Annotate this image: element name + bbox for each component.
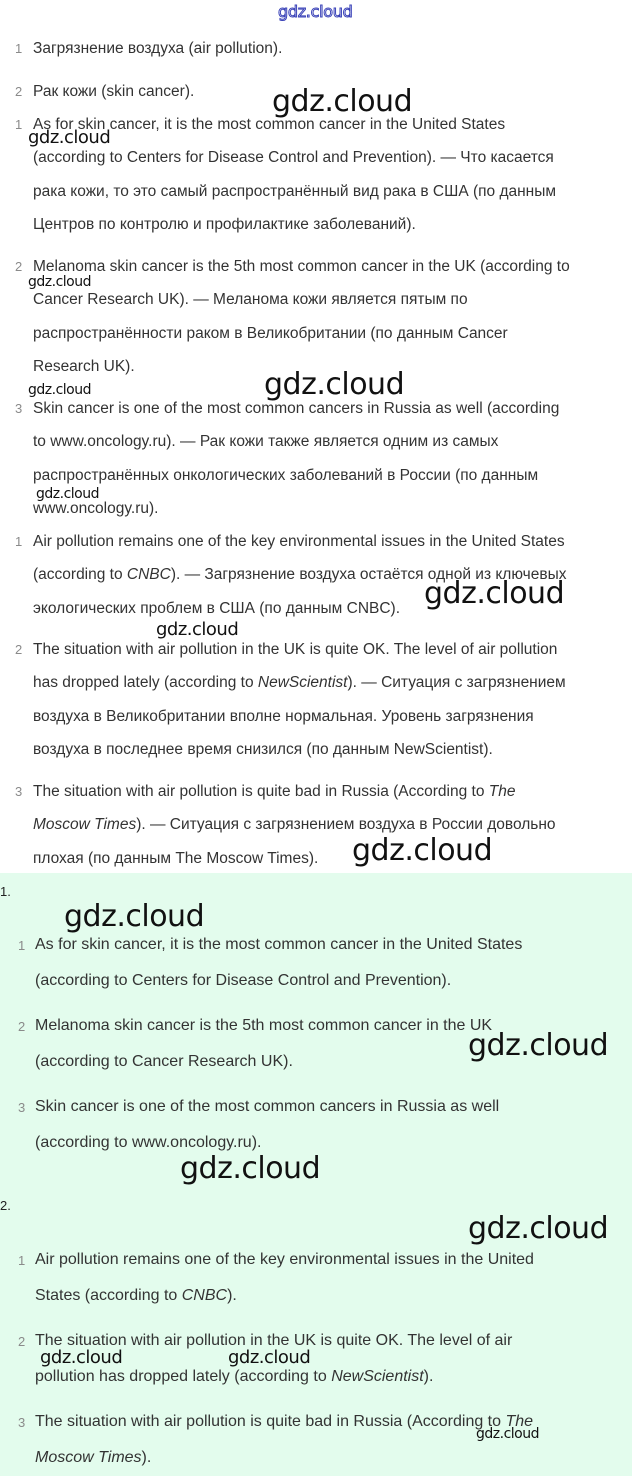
watermark: gdz.cloud <box>156 619 239 640</box>
watermark: gdz.cloud <box>36 486 99 502</box>
item-number: 1 <box>15 534 23 549</box>
watermark: gdz.cloud <box>40 1347 123 1368</box>
item-number: 3 <box>15 401 23 416</box>
answer-2-3: The situation with air pollution is quite bad in Russia (According to The Moscow Times). <box>35 1413 534 1466</box>
item-number: 2 <box>18 1019 26 1034</box>
answer-1-2: Melanoma skin cancer is the 5th most common cancer in the UK (according to Cancer Research UK). <box>35 1017 493 1070</box>
item-number: 1 <box>18 1253 26 1268</box>
answer-1-3: Skin cancer is one of the most common cancers in Russia as well (according to www.oncology.ru). <box>35 1098 500 1151</box>
item-number: 3 <box>18 1100 26 1115</box>
section-label: 1. <box>0 884 11 899</box>
skin-item-1: As for skin cancer, it is the most common cancer in the United States (according to Centers for Disease Control and Prevention). — Что касается рака кожи, то это самый распространённый вид рака в США (по данным Центров по контролю и профилактике заболеваний). <box>33 116 557 233</box>
watermark: gdz.cloud <box>424 576 565 611</box>
watermark: gdz.cloud <box>28 274 91 290</box>
item-number: 1 <box>15 117 23 132</box>
section-label: 2. <box>0 1198 11 1213</box>
item-number: 2 <box>15 259 23 274</box>
watermark: gdz.cloud <box>28 127 111 148</box>
answer-1-1: As for skin cancer, it is the most common cancer in the United States (according to Centers for Disease Control and Prevention). <box>35 936 523 989</box>
skin-item-3: Skin cancer is one of the most common cancers in Russia as well (according to www.oncology.ru). — Рак кожи также является одним из самых распространённых онкологических заболеваний в России (по данным www.oncology.ru). <box>33 400 560 517</box>
watermark: gdz.cloud <box>468 1211 609 1246</box>
item-number: 3 <box>15 784 23 799</box>
watermark: gdz.cloud <box>352 833 493 868</box>
item-number: 1 <box>18 938 26 953</box>
watermark: gdz.cloud <box>64 899 205 934</box>
topic-number: 1 <box>15 41 23 56</box>
item-number: 2 <box>15 642 23 657</box>
answer-2-1: Air pollution remains one of the key environmental issues in the United States (according to CNBC). <box>35 1251 534 1304</box>
watermark: gdz.cloud <box>468 1028 609 1063</box>
topic-skin-cancer: Рак кожи (skin cancer). <box>33 83 195 100</box>
site-logo[interactable]: gdz.cloud <box>278 2 353 21</box>
watermark: gdz.cloud <box>264 367 405 402</box>
watermark: gdz.cloud <box>272 84 413 119</box>
watermark: gdz.cloud <box>228 1347 311 1368</box>
topic-number: 2 <box>15 84 23 99</box>
item-number: 2 <box>18 1334 26 1349</box>
watermark: gdz.cloud <box>476 1426 539 1442</box>
air-item-1: Air pollution remains one of the key environmental issues in the United States (according to CNBC). — Загрязнение воздуха остаётся одной из ключевых экологических проблем в США (по данным CNBC). <box>33 533 567 617</box>
skin-item-2: Melanoma skin cancer is the 5th most common cancer in the UK (according to Cancer Research UK). — Меланома кожи является пятым по распространённости раком в Великобритании (по данным Cancer Research UK). <box>33 258 570 375</box>
air-item-3: The situation with air pollution is quite bad in Russia (According to The Moscow Times). — Ситуация с загрязнением воздуха в России довольно плохая (по данным The Moscow Times). <box>33 783 556 867</box>
air-item-2: The situation with air pollution in the UK is quite OK. The level of air pollution has dropped lately (according to NewScientist). — Ситуация с загрязнением воздуха в Великобритании вполне нормальная. Уровень загрязнения воздуха в последнее время снизился (по данным NewScientist). <box>33 641 566 758</box>
answer-2-2: The situation with air pollution in the UK is quite OK. The level of air pollution has dropped lately (according to NewScientist). <box>35 1332 513 1385</box>
topic-air-pollution: Загрязнение воздуха (air pollution). <box>33 40 283 57</box>
watermark: gdz.cloud <box>180 1151 321 1186</box>
item-number: 3 <box>18 1415 26 1430</box>
watermark: gdz.cloud <box>28 382 91 398</box>
